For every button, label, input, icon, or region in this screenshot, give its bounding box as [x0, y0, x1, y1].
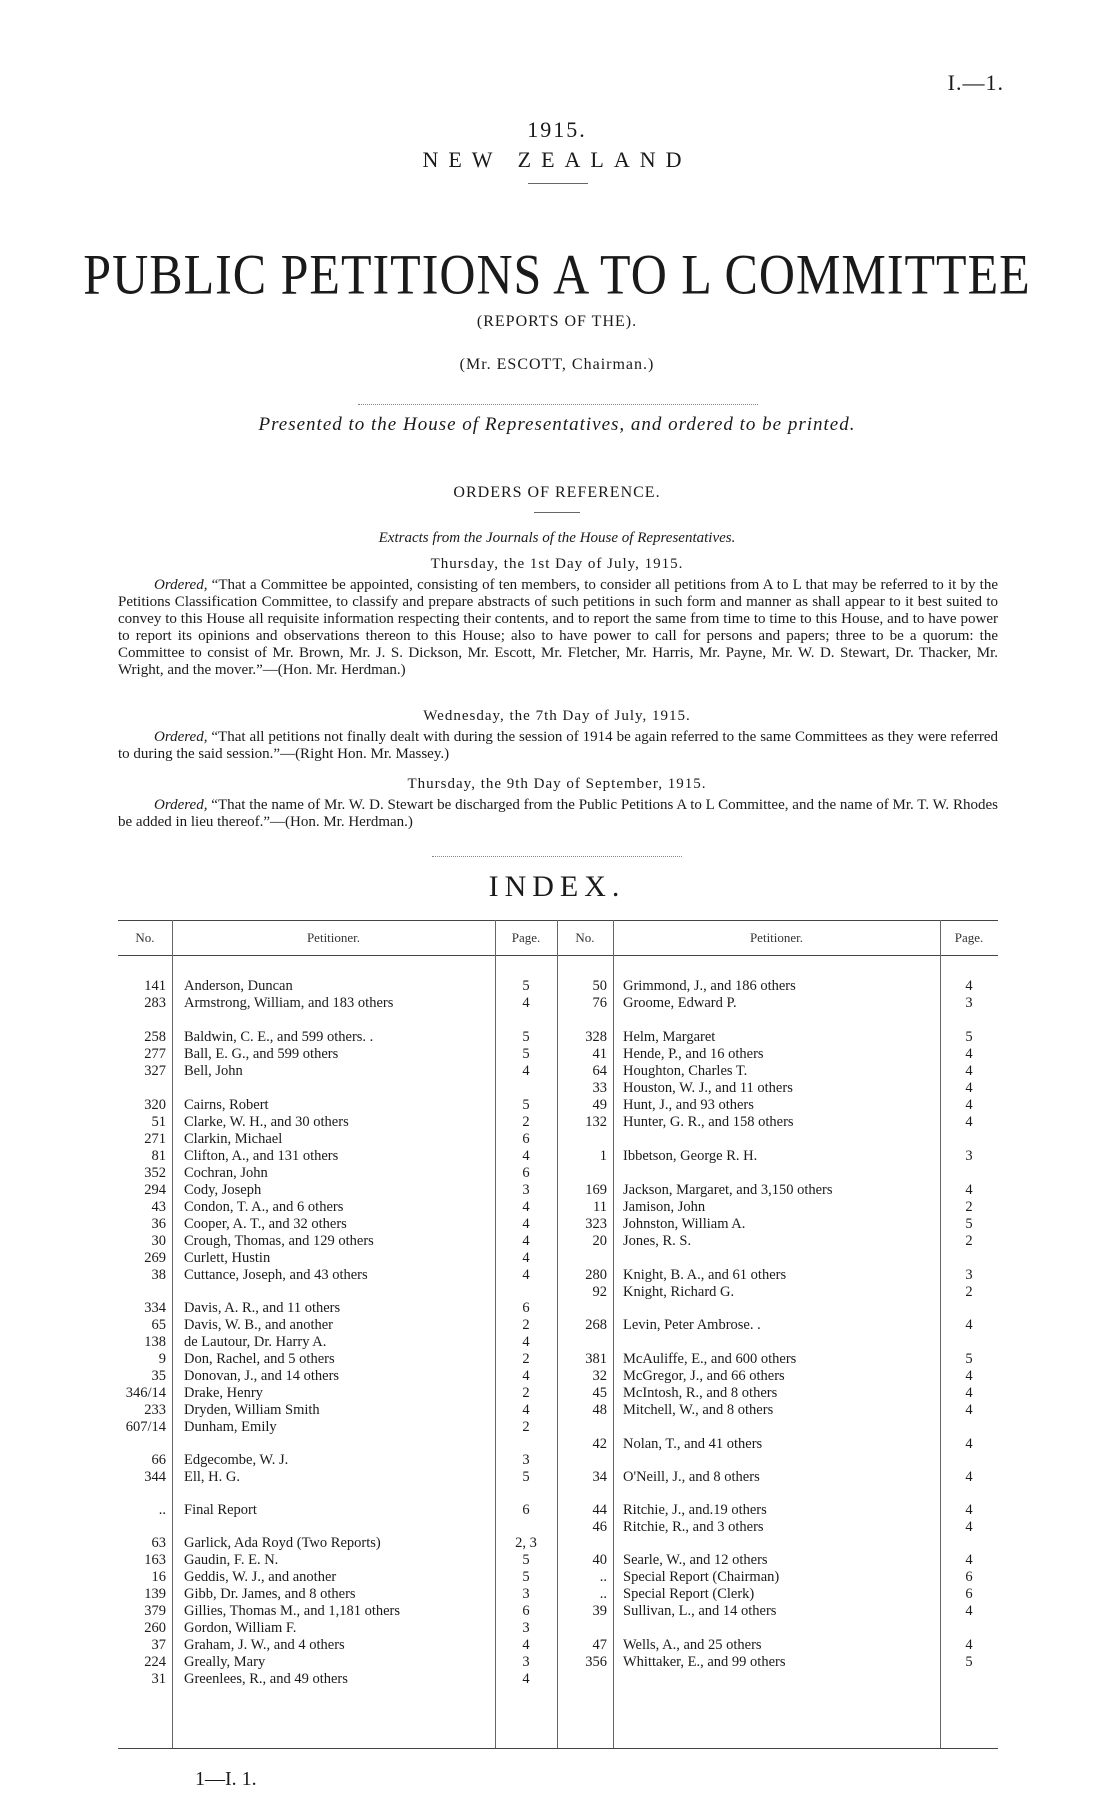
order-body: “That all petitions not finally dealt with during the session of 1914 be again referred to the same Committees as they were referred to during the said session.”—(Right Hon. Mr. Massey.): [118, 729, 999, 762]
petition-number: 51: [151, 1114, 166, 1130]
petition-number: 11: [593, 1199, 607, 1215]
petition-number: 260: [144, 1620, 166, 1636]
petitioner-name: Ritchie, R., and 3 others: [623, 1519, 764, 1535]
column-header-no: No.: [575, 930, 595, 945]
page-number: 2: [522, 1351, 530, 1367]
page-number: 5: [965, 1654, 973, 1670]
petitioner-name: Greenlees, R., and 49 others: [184, 1671, 348, 1687]
petition-number: 268: [585, 1317, 607, 1333]
page-number: 5: [522, 1569, 530, 1585]
petitioner-name: Graham, J. W., and 4 others: [184, 1637, 345, 1653]
petition-number: 294: [144, 1182, 166, 1198]
petition-number: 41: [592, 1046, 607, 1062]
petitioner-name: Levin, Peter Ambrose. .: [623, 1317, 761, 1333]
page-number: 4: [965, 1436, 973, 1452]
petitioner-name: Jackson, Margaret, and 3,150 others: [623, 1182, 833, 1198]
petition-number: 323: [585, 1216, 607, 1232]
page-number: 4: [965, 1317, 973, 1333]
page-number: 4: [522, 1199, 530, 1215]
petitioner-name: McIntosh, R., and 8 others: [623, 1385, 778, 1401]
petitioner-name: Cuttance, Joseph, and 43 others: [184, 1267, 368, 1283]
petition-number: 44: [592, 1502, 607, 1518]
petition-number: 49: [592, 1097, 607, 1113]
petition-number: 1: [599, 1148, 607, 1164]
index-heading: INDEX.: [488, 870, 626, 903]
page-number: 2: [522, 1419, 530, 1435]
petitioner-name: McGregor, J., and 66 others: [623, 1368, 785, 1384]
petition-number: 48: [592, 1402, 607, 1418]
petitioner-name: Helm, Margaret: [623, 1029, 716, 1045]
column-header-page: Page.: [511, 930, 541, 945]
page-number: 4: [965, 1182, 973, 1198]
ordered-label: Ordered,: [154, 577, 208, 593]
petition-number: 277: [144, 1046, 166, 1062]
page-number: 3: [965, 1148, 973, 1164]
petitioner-name: Searle, W., and 12 others: [623, 1552, 768, 1568]
table-top-rule: [118, 920, 998, 921]
petitioner-name: Special Report (Clerk): [623, 1586, 755, 1602]
page-number: 2: [522, 1114, 530, 1130]
petitioner-name: Johnston, William A.: [623, 1216, 746, 1232]
petitioner-name: Ball, E. G., and 599 others: [184, 1046, 339, 1062]
table-bottom-rule: [118, 1748, 998, 1749]
petitioner-name: Hende, P., and 16 others: [623, 1046, 764, 1062]
page-number: 2, 3: [515, 1535, 537, 1551]
page-number: 4: [965, 978, 973, 994]
year: 1915.: [527, 117, 587, 142]
petition-number: 381: [585, 1351, 607, 1367]
page-number: 4: [965, 1502, 973, 1518]
petitioner-name: Cooper, A. T., and 32 others: [184, 1216, 347, 1232]
petitioner-name: Clarke, W. H., and 30 others: [184, 1114, 349, 1130]
petition-number: 76: [592, 995, 607, 1011]
page-number: 5: [965, 1029, 973, 1045]
petition-number: 356: [585, 1654, 607, 1670]
petition-number: 141: [144, 978, 166, 994]
petition-number: 224: [144, 1654, 166, 1670]
petitioner-name: Whittaker, E., and 99 others: [623, 1654, 786, 1670]
petitioner-name: Curlett, Hustin: [184, 1250, 271, 1266]
page-number: 4: [965, 1114, 973, 1130]
petition-number: 81: [151, 1148, 166, 1164]
petitioner-name: Baldwin, C. E., and 599 others. .: [184, 1029, 374, 1045]
petitioner-name: Clifton, A., and 131 others: [184, 1148, 339, 1164]
petitioner-name: Gaudin, F. E. N.: [184, 1552, 279, 1568]
orders-heading: ORDERS OF REFERENCE.: [453, 484, 661, 501]
petitioner-name: Ell, H. G.: [184, 1469, 240, 1485]
page-number: 4: [965, 1368, 973, 1384]
page-title: PUBLIC PETITIONS A TO L COMMITTEE: [83, 241, 1031, 307]
order-date: Thursday, the 9th Day of September, 1915.: [407, 776, 707, 792]
petitioner-name: Crough, Thomas, and 129 others: [184, 1233, 374, 1249]
page-number: 2: [522, 1317, 530, 1333]
page-number: 2: [522, 1385, 530, 1401]
petitioner-name: Hunter, G. R., and 158 others: [623, 1114, 794, 1130]
page-number: 4: [522, 1148, 530, 1164]
petitioner-name: Jones, R. S.: [623, 1233, 692, 1249]
petition-number: 31: [151, 1671, 166, 1687]
page-number: 2: [965, 1284, 973, 1300]
petitioner-name: Greally, Mary: [184, 1654, 266, 1670]
petition-number: 283: [144, 995, 166, 1011]
petitioner-name: Grimmond, J., and 186 others: [623, 978, 796, 994]
petition-number: 163: [144, 1552, 166, 1568]
page-number: 4: [965, 1519, 973, 1535]
page-number: 5: [522, 1552, 530, 1568]
petitioner-name: Wells, A., and 25 others: [623, 1637, 762, 1653]
page-number: 3: [965, 1267, 973, 1283]
table-header-rule: [118, 955, 998, 956]
petition-number: 30: [151, 1233, 166, 1249]
petitioner-name: de Lautour, Dr. Harry A.: [184, 1334, 327, 1350]
petition-number: 33: [592, 1080, 607, 1096]
page-number: 6: [522, 1165, 530, 1181]
petitioner-name: Condon, T. A., and 6 others: [184, 1199, 344, 1215]
column-header-petitioner: Petitioner.: [306, 930, 361, 945]
extracts-line: Extracts from the Journals of the House of Representatives.: [378, 530, 736, 546]
petition-number: ..: [158, 1502, 166, 1518]
page-number: 6: [522, 1502, 530, 1518]
page-number: 4: [522, 1233, 530, 1249]
petition-number: 379: [144, 1603, 166, 1619]
petitioner-name: Mitchell, W., and 8 others: [623, 1402, 774, 1418]
page-number: 5: [522, 1469, 530, 1485]
petition-number: 20: [592, 1233, 607, 1249]
page-number: 4: [522, 1671, 530, 1687]
petition-number: 65: [151, 1317, 166, 1333]
ordered-label: Ordered,: [154, 797, 208, 813]
petitioner-name: McAuliffe, E., and 600 others: [623, 1351, 797, 1367]
page-number: 4: [522, 1250, 530, 1266]
page-number: 4: [965, 1637, 973, 1653]
petitioner-name: Knight, B. A., and 61 others: [623, 1267, 787, 1283]
petition-number: 43: [151, 1199, 166, 1215]
petition-number: 39: [592, 1603, 607, 1619]
column-header-no: No.: [135, 930, 155, 945]
order-date: Wednesday, the 7th Day of July, 1915.: [423, 708, 691, 724]
petitioner-name: Davis, W. B., and another: [184, 1317, 334, 1333]
page-number: 6: [522, 1131, 530, 1147]
page-number: 4: [965, 1603, 973, 1619]
petition-number: ..: [599, 1586, 607, 1602]
petitioner-name: Bell, John: [184, 1063, 243, 1079]
page-number: 5: [965, 1351, 973, 1367]
petition-number: 35: [151, 1368, 166, 1384]
petition-number: 139: [144, 1586, 166, 1602]
page-number: 5: [522, 1097, 530, 1113]
page-number: 4: [522, 1368, 530, 1384]
page-number: 5: [522, 1046, 530, 1062]
petitioner-name: Ritchie, J., and.19 others: [623, 1502, 767, 1518]
petitioner-name: Garlick, Ada Royd (Two Reports): [184, 1535, 381, 1551]
page-number: 4: [522, 995, 530, 1011]
column-header-petitioner: Petitioner.: [749, 930, 804, 945]
page-number: 4: [965, 1097, 973, 1113]
petition-number: 46: [592, 1519, 607, 1535]
page-number: 2: [965, 1233, 973, 1249]
petition-number: 334: [144, 1300, 166, 1316]
country: NEW ZEALAND: [422, 147, 692, 172]
petitioner-name: Hunt, J., and 93 others: [623, 1097, 754, 1113]
petition-number: 346/14: [125, 1385, 166, 1401]
petition-number: 271: [144, 1131, 166, 1147]
petitioner-name: Clarkin, Michael: [184, 1131, 283, 1147]
page-number: 3: [965, 995, 973, 1011]
page-number: 3: [522, 1654, 530, 1670]
petition-number: 16: [151, 1569, 166, 1585]
petition-number: 66: [151, 1452, 166, 1468]
petitioner-name: Houghton, Charles T.: [623, 1063, 748, 1079]
petition-number: 64: [592, 1063, 607, 1079]
page-number: 4: [522, 1063, 530, 1079]
footer-reference: 1—I. 1.: [195, 1768, 257, 1790]
petition-number: 50: [592, 978, 607, 994]
page-number: 4: [522, 1334, 530, 1350]
petition-number: 37: [151, 1637, 166, 1653]
petition-number: 9: [158, 1351, 166, 1367]
petition-number: 233: [144, 1402, 166, 1418]
petitioner-name: Sullivan, L., and 14 others: [623, 1603, 777, 1619]
petition-number: 258: [144, 1029, 166, 1045]
petition-number: 36: [151, 1216, 166, 1232]
page-number: 5: [965, 1216, 973, 1232]
petition-number: 92: [592, 1284, 607, 1300]
page-number: 2: [965, 1199, 973, 1215]
page-number: 4: [965, 1046, 973, 1062]
petition-number: 47: [592, 1637, 607, 1653]
petition-number: 132: [585, 1114, 607, 1130]
petitioner-name: Gordon, William F.: [184, 1620, 297, 1636]
petitioner-name: Final Report: [184, 1502, 257, 1518]
petition-number: 327: [144, 1063, 166, 1079]
petition-number: 38: [151, 1267, 166, 1283]
page-number: 4: [965, 1402, 973, 1418]
page-number: 3: [522, 1586, 530, 1602]
page-number: 5: [522, 978, 530, 994]
petitioner-name: Nolan, T., and 41 others: [623, 1436, 763, 1452]
petitioner-name: Davis, A. R., and 11 others: [184, 1300, 341, 1316]
petitioner-name: Houston, W. J., and 11 others: [623, 1080, 793, 1096]
petitioner-name: Cody, Joseph: [184, 1182, 262, 1198]
petitioner-name: Edgecombe, W. J.: [184, 1452, 289, 1468]
petitioner-name: Drake, Henry: [184, 1385, 263, 1401]
page-number: 3: [522, 1620, 530, 1636]
page-number: 4: [965, 1552, 973, 1568]
petitioner-name: Jamison, John: [623, 1199, 706, 1215]
petition-number: 352: [144, 1165, 166, 1181]
petitioner-name: O'Neill, J., and 8 others: [623, 1469, 760, 1485]
petitioner-name: Geddis, W. J., and another: [184, 1569, 337, 1585]
document-reference: I.—1.: [947, 70, 1004, 95]
page-number: 4: [522, 1637, 530, 1653]
page-number: 3: [522, 1452, 530, 1468]
petition-number: 34: [592, 1469, 607, 1485]
petitioner-name: Dryden, William Smith: [184, 1402, 320, 1418]
page-number: 4: [965, 1063, 973, 1079]
petition-number: 320: [144, 1097, 166, 1113]
column-line: [172, 920, 173, 1748]
order-body: “That the name of Mr. W. D. Stewart be discharged from the Public Petitions A to L Committee, and the name of Mr. T. W. Rhodes be added in lieu thereof.”—(Hon. Mr. Herdman.): [118, 797, 998, 830]
petition-number: 169: [585, 1182, 607, 1198]
petitioner-name: Cochran, John: [184, 1165, 268, 1181]
petition-number: 45: [592, 1385, 607, 1401]
column-header-page: Page.: [954, 930, 984, 945]
ordered-label: Ordered,: [154, 729, 208, 745]
page-number: 5: [522, 1029, 530, 1045]
presented-line: Presented to the House of Representatives, and ordered to be printed.: [258, 414, 856, 435]
petitioner-name: Gillies, Thomas M., and 1,181 others: [184, 1603, 401, 1619]
petition-number: 328: [585, 1029, 607, 1045]
petitioner-name: Special Report (Chairman): [623, 1569, 780, 1585]
petitioner-name: Armstrong, William, and 183 others: [184, 995, 394, 1011]
page-number: 6: [522, 1603, 530, 1619]
chairman-text: (Mr. ESCOTT, Chairman.): [459, 356, 655, 373]
petition-number: 344: [144, 1469, 166, 1485]
page-number: 4: [965, 1080, 973, 1096]
petition-number: 40: [592, 1552, 607, 1568]
petition-number: 32: [592, 1368, 607, 1384]
petition-number: 138: [144, 1334, 166, 1350]
petition-number: 269: [144, 1250, 166, 1266]
petitioner-name: Cairns, Robert: [184, 1097, 269, 1113]
page-number: 6: [522, 1300, 530, 1316]
petitioner-name: Groome, Edward P.: [623, 995, 737, 1011]
order-date: Thursday, the 1st Day of July, 1915.: [430, 556, 684, 572]
petition-number: 280: [585, 1267, 607, 1283]
page-number: 4: [522, 1216, 530, 1232]
page-number: 4: [965, 1469, 973, 1485]
page-number: 4: [522, 1402, 530, 1418]
petition-number: 63: [151, 1535, 166, 1551]
petitioner-name: Anderson, Duncan: [184, 978, 293, 994]
petition-number: 42: [592, 1436, 607, 1452]
petitioner-name: Ibbetson, George R. H.: [623, 1148, 758, 1164]
order-body: “That a Committee be appointed, consisting of ten members, to consider all petitions from A to L that may be referred to it by the Petitions Classification Committee, to classify and prepare abstracts of such petitions in such form and manner as shall appear to it best suited to convey to this House all requisite information respecting their contents, and to report the same from time to time to this House, and to have power to report its opinions and observations thereon to this House; also to have power to call for persons and papers; three to be a quorum: the Committee to consist of Mr. Brown, Mr. J. S. Dickson, Mr. Escott, Mr. Fletcher, Mr. Harris, Mr. Payne, Mr. W. D. Stewart, Dr. Thacker, Mr. Wright, and the mover.”—(Hon. Mr. Herdman.): [118, 577, 998, 678]
page-number: 6: [965, 1586, 973, 1602]
page-number: 3: [522, 1182, 530, 1198]
petition-number: 607/14: [125, 1419, 166, 1435]
petitioner-name: Dunham, Emily: [184, 1419, 277, 1435]
column-line: [613, 920, 614, 1748]
petitioner-name: Donovan, J., and 14 others: [184, 1368, 340, 1384]
page-number: 4: [522, 1267, 530, 1283]
petitioner-name: Don, Rachel, and 5 others: [184, 1351, 335, 1367]
page-number: 4: [965, 1385, 973, 1401]
petition-number: ..: [599, 1569, 607, 1585]
petitioner-name: Knight, Richard G.: [623, 1284, 735, 1300]
page-number: 6: [965, 1569, 973, 1585]
petitioner-name: Gibb, Dr. James, and 8 others: [184, 1586, 356, 1602]
subtitle: (REPORTS OF THE).: [476, 313, 638, 330]
